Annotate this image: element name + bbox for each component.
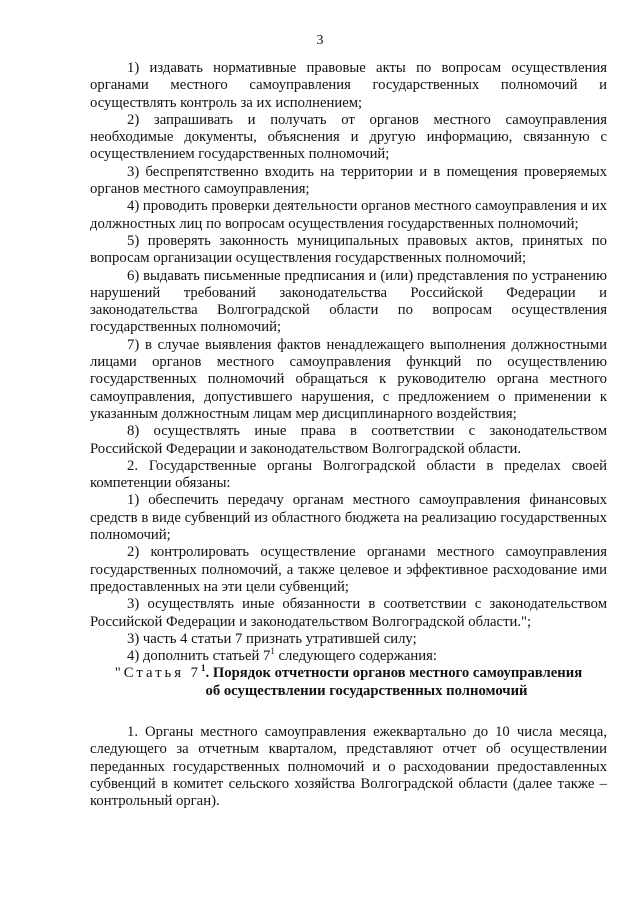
article-title-line-1: . Порядок отчетности органов местного самоуправления: [205, 665, 583, 682]
paragraph: 6) выдавать письменные предписания и (или) представления по устранению нарушений требований законодательства Российской Федерации и законодательства Волгоградской области по вопросам осуществления государственных полномочий;: [90, 267, 607, 336]
document-body: [90, 60, 607, 810]
paragraph: 1) издавать нормативные правовые акты по вопросам осуществления органами местного самоуправления государственных полномочий и осуществлять контроль за их исполнением;: [90, 60, 607, 111]
paragraph: 2) запрашивать и получать от органов местного самоуправления необходимые документы, объяснения и другую информацию, связанную с осуществлением государственных полномочий;: [90, 111, 607, 163]
paragraph: 3) беспрепятственно входить на территории и в помещения проверяемых органов местного самоуправления;: [90, 163, 607, 198]
article-lead: "Статья 7: [114, 665, 202, 682]
paragraph: 4) проводить проверки деятельности органов местного самоуправления и их должностных лиц по вопросам осуществления государственных полномочий;: [90, 198, 607, 232]
paragraph-add-article-tail: следующего содержания:: [274, 648, 437, 665]
paragraph: 1) обеспечить передачу органам местного самоуправления финансовых средств в виде субвенций из областного бюджета на реализацию государственных полномочий;: [90, 492, 607, 544]
article-paragraph: 1. Органы местного самоуправления ежеквартально до 10 числа месяца, следующего за отчетным кварталом, представляют отчет об осуществлении переданных государственных полномочий и о расходовании предоставленных субвенций в комитет сельского хозяйства Волгоградской области (далее также – контрольный орган).: [90, 723, 607, 810]
article-superscript: 1: [201, 663, 206, 674]
article-title-line-2: об осуществлении государственных полномочий: [205, 682, 528, 699]
spacer: [90, 700, 607, 724]
paragraph: 7) в случае выявления фактов ненадлежащего выполнения должностными лицами органов местного самоуправления функций по осуществлению государственных полномочий обращаться к руководителю органа местного самоуправления, допустившего нарушения, с предложением о применении к указанным должностным лицам мер дисциплинарного воздействия;: [90, 336, 607, 422]
paragraph: 2. Государственные органы Волгоградской области в пределах своей компетенции обязаны:: [90, 457, 607, 492]
article-heading-line-1: [90, 665, 607, 682]
paragraph: 3) часть 4 статьи 7 признать утратившей силу;: [127, 630, 417, 647]
paragraph: 8) осуществлять иные права в соответствии с законодательством Российской Федерации и законодательством Волгоградской области.: [90, 423, 607, 457]
article-heading: [90, 665, 607, 700]
paragraph: 2) контролировать осуществление органами местного самоуправления государственных полномочий, а также целевое и эффективное расходование ими предоставленных на эти цели субвенций;: [90, 544, 607, 595]
paragraph: 5) проверять законность муниципальных правовых актов, принятых по вопросам организации осуществления государственных полномочий;: [90, 232, 607, 267]
paragraph-add-article: [90, 648, 607, 665]
paragraph: 3) осуществлять иные обязанности в соответствии с законодательством Российской Федерации и законодательством Волгоградской области.";: [90, 596, 607, 630]
superscript: 1: [270, 646, 275, 657]
paragraph-add-article-text: 4) дополнить статьей 7: [127, 648, 271, 665]
page-number: 3: [316, 33, 324, 48]
